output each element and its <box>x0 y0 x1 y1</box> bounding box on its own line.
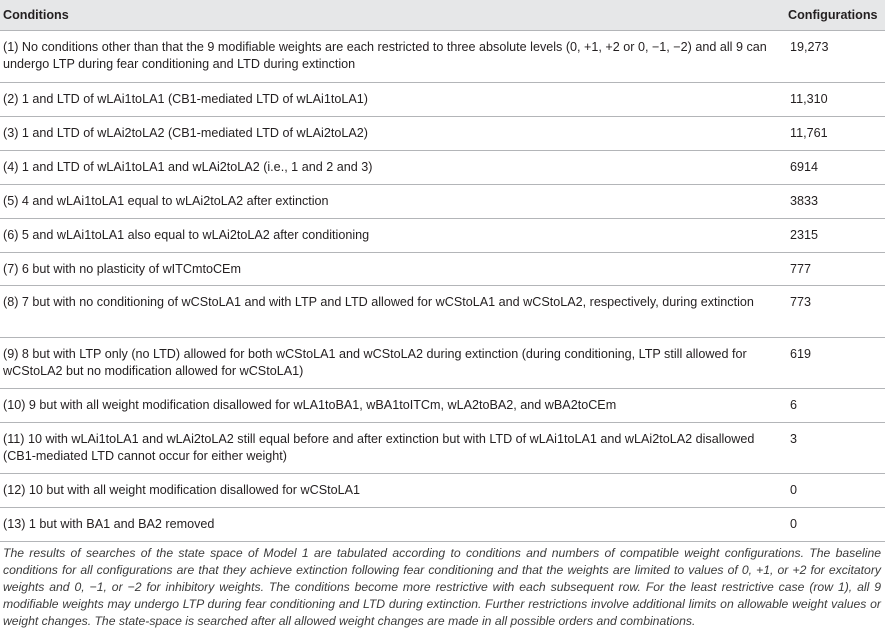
row-configurations: 3833 <box>790 194 819 208</box>
table-row <box>0 338 885 389</box>
row-condition: (1) No conditions other than that the 9 modifiable weights are each restricted to three absolute levels (0, +1, +2 or 0, −1, −2) and all 9 can undergo LTP during fear conditioning and LTD during extinction <box>3 40 767 71</box>
table-row <box>0 151 885 185</box>
row-condition: (2) 1 and LTD of wLAi1toLA1 (CB1-mediated LTD of wLAi1toLA1) <box>3 92 368 106</box>
table-row <box>0 508 885 542</box>
row-configurations: 0 <box>790 517 798 531</box>
table-row <box>0 423 885 474</box>
table-row <box>0 83 885 117</box>
row-configurations: 19,273 <box>790 40 829 54</box>
row-configurations: 11,761 <box>790 126 828 140</box>
table-row <box>0 117 885 151</box>
row-condition: (4) 1 and LTD of wLAi1toLA1 and wLAi2toLA2 (i.e., 1 and 2 and 3) <box>3 160 373 174</box>
row-condition: (7) 6 but with no plasticity of wITCmtoCEm <box>3 262 241 276</box>
row-condition: (6) 5 and wLAi1toLA1 also equal to wLAi2toLA2 after conditioning <box>3 228 370 242</box>
row-condition: (5) 4 and wLAi1toLA1 equal to wLAi2toLA2 after extinction <box>3 194 329 208</box>
row-condition: (9) 8 but with LTP only (no LTD) allowed for both wCStoLA1 and wCStoLA2 during extinction (during conditioning, LTP still allowed for wCStoLA2 but no modification allowed for wCStoLA1) <box>3 347 747 378</box>
row-configurations: 3 <box>790 432 798 446</box>
table-row <box>0 286 885 338</box>
row-configurations: 773 <box>790 295 812 309</box>
table-row <box>0 253 885 286</box>
table-row <box>0 219 885 253</box>
row-condition: (11) 10 with wLAi1toLA1 and wLAi2toLA2 still equal before and after extinction but with LTD of wLAi1toLA1 and wLAi2toLA2 disallowed (CB1-mediated LTD cannot occur for either weight) <box>3 432 755 463</box>
row-configurations: 11,310 <box>790 92 828 106</box>
row-condition: (8) 7 but with no conditioning of wCStoLA1 and with LTP and LTD allowed for wCStoLA1 and wCStoLA2, respectively, during extinction <box>3 295 754 309</box>
table-header-row <box>0 0 885 31</box>
row-configurations: 777 <box>790 262 812 276</box>
table-body <box>0 31 885 542</box>
row-configurations: 619 <box>790 347 812 361</box>
row-condition: (13) 1 but with BA1 and BA2 removed <box>3 517 215 531</box>
table-row <box>0 31 885 83</box>
table-row <box>0 474 885 508</box>
row-condition: (3) 1 and LTD of wLAi2toLA2 (CB1-mediated LTD of wLAi2toLA2) <box>3 126 368 140</box>
table-row <box>0 389 885 423</box>
table-row <box>0 185 885 219</box>
row-condition: (10) 9 but with all weight modification disallowed for wLA1toBA1, wBA1toITCm, wLA2toBA2, and wBA2toCEm <box>3 398 617 412</box>
row-configurations: 2315 <box>790 228 819 242</box>
row-configurations: 0 <box>790 483 798 497</box>
header-configurations: Configurations <box>784 0 885 31</box>
row-condition: (12) 10 but with all weight modification disallowed for wCStoLA1 <box>3 483 361 497</box>
row-configurations: 6 <box>790 398 798 412</box>
table-caption: The results of searches of the state space of Model 1 are tabulated according to conditions and numbers of compatible weight configurations. The baseline conditions for all configurations are that they achieve extinction following fear conditioning and that the weights are limited to values of 0, +1, or +2 for excitatory weights and 0, −1, or −2 for inhibitory weights. The conditions become more restrictive with each subsequent row. For the least restrictive case (row 1), all 9 modifiable weights may undergo LTP during fear conditioning and LTD during extinction. Further restrictions involve additional limits on allowable weight values or weight changes. The state-space is searched after all allowed weight changes are made in all possible orders and combinations. <box>3 546 881 628</box>
header-conditions: Conditions <box>0 0 784 31</box>
row-configurations: 6914 <box>790 160 819 174</box>
